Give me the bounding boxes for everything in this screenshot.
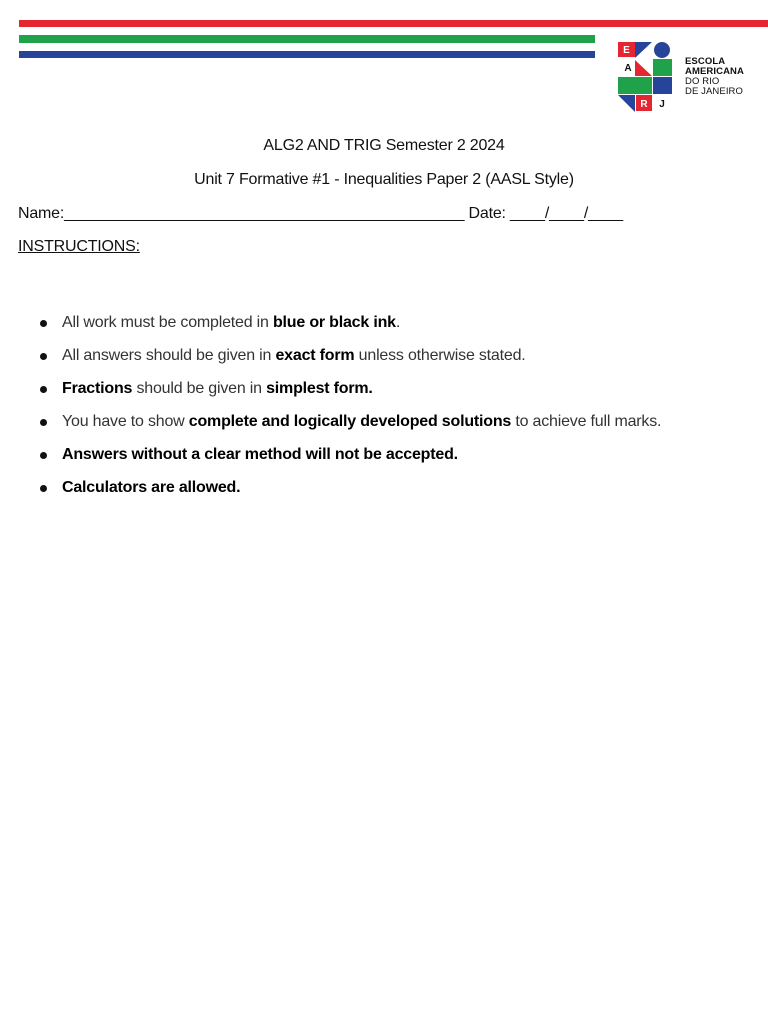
instruction-item: You have to show complete and logically developed solutions to achieve full marks. [38, 412, 661, 445]
document-title: ALG2 AND TRIG Semester 2 2024 [263, 137, 505, 154]
bullet-icon [40, 452, 47, 459]
header-stripe-blue [19, 51, 595, 58]
logo-letter-a: A [624, 63, 632, 74]
bullet-icon [40, 485, 47, 492]
bullet-icon [40, 419, 47, 426]
logo-triangle-bottom [618, 95, 635, 112]
bullet-icon [40, 353, 47, 360]
logo-tile-green-right [653, 59, 672, 76]
logo-triangle-top [635, 42, 652, 58]
instruction-item: Fractions should be given in simplest form. [38, 379, 661, 412]
logo-letter-e: E [623, 45, 630, 56]
date-label: Date: [468, 205, 506, 222]
logo-tile-green-left [618, 77, 652, 94]
instruction-item: All work must be completed in blue or black ink. [38, 313, 661, 346]
bullet-icon [40, 386, 47, 393]
school-name-line-3: DO RIO [685, 76, 720, 87]
instruction-item: Answers without a clear method will not be accepted. [38, 445, 661, 478]
logo-letter-j: J [659, 99, 665, 110]
school-name [685, 57, 744, 97]
school-name-line-2: AMERICANA [685, 66, 744, 77]
logo-letter-r: R [640, 99, 648, 110]
name-date-line [18, 205, 623, 223]
instructions-heading: INSTRUCTIONS: [18, 238, 140, 255]
logo-circle [654, 42, 670, 58]
name-field[interactable]: ______________________________________________ [64, 205, 465, 222]
school-logo-mark [618, 42, 672, 112]
document-subtitle: Unit 7 Formative #1 - Inequalities Paper 2 (AASL Style) [194, 171, 574, 188]
instruction-item: All answers should be given in exact form unless otherwise stated. [38, 346, 661, 379]
header-stripe-green [19, 35, 595, 43]
name-label: Name: [18, 205, 65, 222]
bullet-icon [40, 320, 47, 327]
school-logo [618, 42, 753, 114]
header-stripe-red [19, 20, 768, 27]
school-name-line-4: DE JANEIRO [685, 86, 744, 97]
logo-tile-blue [653, 77, 672, 94]
instructions-list [38, 313, 661, 511]
instruction-item: Calculators are allowed. [38, 478, 661, 511]
date-field[interactable]: ____/____/____ [510, 205, 623, 222]
school-name-line-1: ESCOLA [685, 56, 726, 67]
